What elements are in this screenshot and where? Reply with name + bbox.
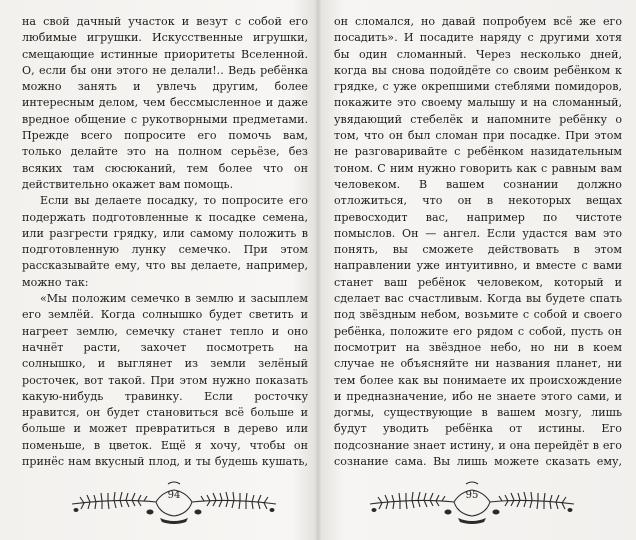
left-page-footer-ornament xyxy=(64,478,284,528)
paragraph: «Мы положим семечко в землю и засыплем его землёй. Когда солнышко будет светить и нагреет землю, семечку станет тепло и оно начнёт расти, захочет посмотреть на солнышко, и выглянет из земли зелёный росточек, вот такой. При этом нужно показать какую-нибудь травинку. Если росточку нравится, он будет становиться всё больше и больше и может превратиться в дерево или поменьше, в цветок. Ещё я хочу, чтобы он принёс нам вкусный плод, и ты будешь кушать, xyxy=(22,292,308,469)
right-page-text xyxy=(334,14,622,469)
left-page-text xyxy=(22,14,308,469)
page-number: 94 xyxy=(167,490,181,501)
paragraph: на свой дачный участок и везут с собой его любимые игрушки. Искусственные игрушки, смещающие истинные приоритеты Вселенной. О, если бы они этого не делали!.. Ведь ребёнка можно занять и увлечь другим, более интересным делом, чем бессмысленное и даже вредное общение с рукотворными предметами. Прежде всего попросите его помочь вам, только делайте это на полном серьёзе, без всяких там сюсюканий, тем более что он действительно окажет вам помощь. xyxy=(22,15,308,191)
paragraph: Если вы делаете посадку, то попросите его подержать подготовленные к посадке семена, или разгрести грядку, или самому положить в подготовленную лунку семечко. При этом рассказывайте ему, что вы делаете, например, можно так: xyxy=(22,194,308,289)
paragraph: он сломался, но давай попробуем всё же его посадить». И посадите наряду с другими хотя бы один сломанный. Через несколько дней, когда вы снова подойдёте со своим ребёнком к грядке, с уже окрепшими стеблями помидоров, покажите это своему малышу и на сломанный, увядающий стебелёк и напомните ребёнку о том, что он был сломан при посадке. При этом не разговаривайте с ребёнком назидательным тоном. С ним нужно говорить как с равным вам человеком. В вашем сознании должно отложиться, что он в некоторых вещах превосходит вас, например по чистоте помыслов. Он — ангел. Если удастся вам это понять, вы сможете действовать в этом направлении уже интуитивно, и вместе с вами станет ваш ребёнок человеком, который и сделает вас счастливым. Когда вы будете спать под звёздным небом, возьмите с собой и своего ребёнка, положите его рядом с собой, пусть он посмотрит на звёздное небо, но ни в коем случае не объясняйте ни названия планет, ни тем более как вы понимаете их происхождение и предназначение, ибо не знаете этого сами, и догмы, существующие в вашем мозгу, лишь будут уводить ребёнка от истины. Его подсознание знает истину, и она перейдёт в его сознание сама. Вы лишь можете сказать ему, xyxy=(334,15,622,469)
page-number: 95 xyxy=(465,490,479,501)
right-page-footer-ornament xyxy=(362,478,582,528)
pine-branch-ornament-icon xyxy=(64,478,284,528)
pine-branch-ornament-icon xyxy=(362,478,582,528)
